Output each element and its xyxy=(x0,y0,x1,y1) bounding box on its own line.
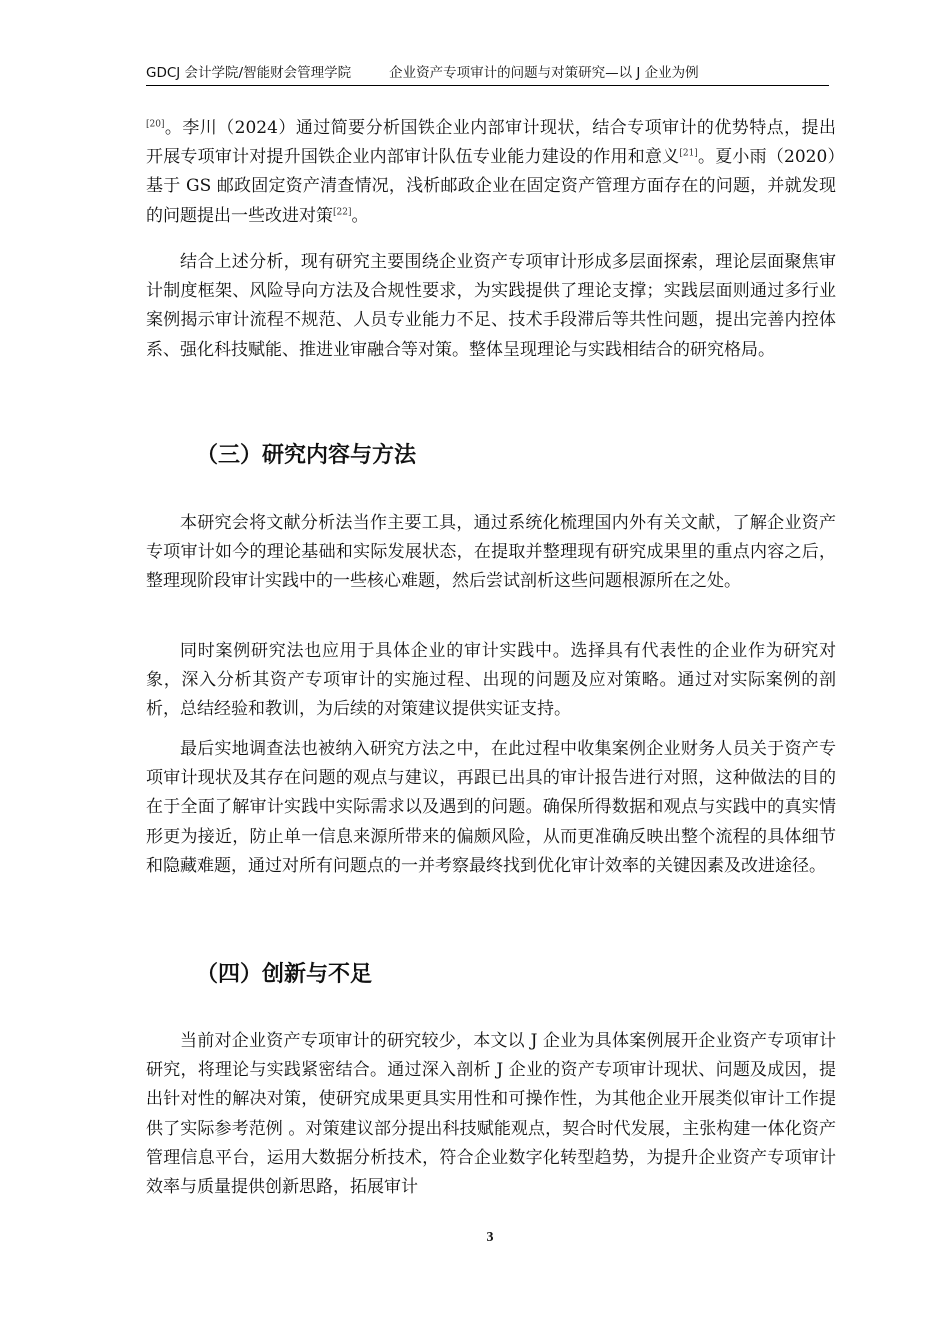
header-rule xyxy=(146,85,829,86)
header-school: GDCJ 会计学院/智能财会管理学院 xyxy=(146,65,352,81)
paragraph-case-method: 同时案例研究法也应用于具体企业的审计实践中。选择具有代表性的企业作为研究对象，深入分析其资产专项审计的实施过程、出现的问题及应对策略。通过对实际案例的剖析，总结经验和教训，为后续的对策建议提供实证支持。 xyxy=(146,641,836,720)
citation-ref: [21] xyxy=(679,148,698,159)
header-title: 企业资产专项审计的问题与对策研究—以 J 企业为例 xyxy=(389,65,699,81)
paragraph-summary: 结合上述分析，现有研究主要围绕企业资产专项审计形成多层面探索，理论层面聚焦审计制度框架、风险导向方法及合规性要求，为实践提供了理论支撑；实践层面则通过多行业案例揭示审计流程不规范、人员专业能力不足、技术手段滞后等共性问题，提出完善内控体系、强化科技赋能、推进业审融合等对策。整体呈现理论与实践相结合的研究格局。 xyxy=(146,252,836,360)
section-heading-innovation: （四）创新与不足 xyxy=(196,962,373,987)
page-number: 3 xyxy=(486,1230,494,1245)
paragraph-literature-method: 本研究会将文献分析法当作主要工具，通过系统化梳理国内外有关文献，了解企业资产专项审计如今的理论基础和实际发展状态，在提取并整理现有研究成果里的重点内容之后，整理现阶段审计实践中的一些核心难题，然后尝试剖析这些问题根源所在之处。 xyxy=(146,513,836,592)
paragraph-field-method: 最后实地调查法也被纳入研究方法之中，在此过程中收集案例企业财务人员关于资产专项审计现状及其存在问题的观点与建议，再跟已出具的审计报告进行对照，这种做法的目的在于全面了解审计实践中实际需求以及遇到的问题。确保所得数据和观点与实践中的真实情形更为接近，防止单一信息来源所带来的偏颇风险，从而更准确反映出整个流程的具体细节和隐藏难题，通过对所有问题点的一并考察最终找到优化审计效率的关键因素及改进途径。 xyxy=(146,739,836,876)
section-heading-research-content: （三）研究内容与方法 xyxy=(196,443,417,468)
citation-ref: [20] xyxy=(146,119,165,130)
paragraph-innovation: 当前对企业资产专项审计的研究较少，本文以 J 企业为具体案例展开企业资产专项审计研究，将理论与实践紧密结合。通过深入剖析 J 企业的资产专项审计现状、问题及成因，提出针对性的解决对策，使研究成果更具实用性和可操作性，为其他企业开展类似审计工作提供了实际参考范例 。对策建议部分提出科技赋能观点，契合时代发展，主张构建一体化资产管理信息平台，运用大数据分析技术，符合企业数字化转型趋势，为提升企业资产专项审计效率与质量提供创新思路，拓展审计 xyxy=(146,1031,836,1198)
paragraph-text: 。夏小雨（2020）基于 GS 邮政固定资产清查情况，浅析邮政企业在固定资产管理方面存在的问题，并就发现的问题提出一些改进对策 xyxy=(146,147,837,226)
paragraph-text: 。李川（2024）通过简要分析国铁企业内部审计现状，结合专项审计的优势特点，提出开展专项审计对提升国铁企业内部审计队伍专业能力建设的作用和意义 xyxy=(146,118,836,168)
paragraph-text: 。 xyxy=(351,205,369,226)
paragraph-literature-tail xyxy=(146,114,836,231)
page-header xyxy=(146,62,826,84)
citation-ref: [22] xyxy=(333,206,352,217)
